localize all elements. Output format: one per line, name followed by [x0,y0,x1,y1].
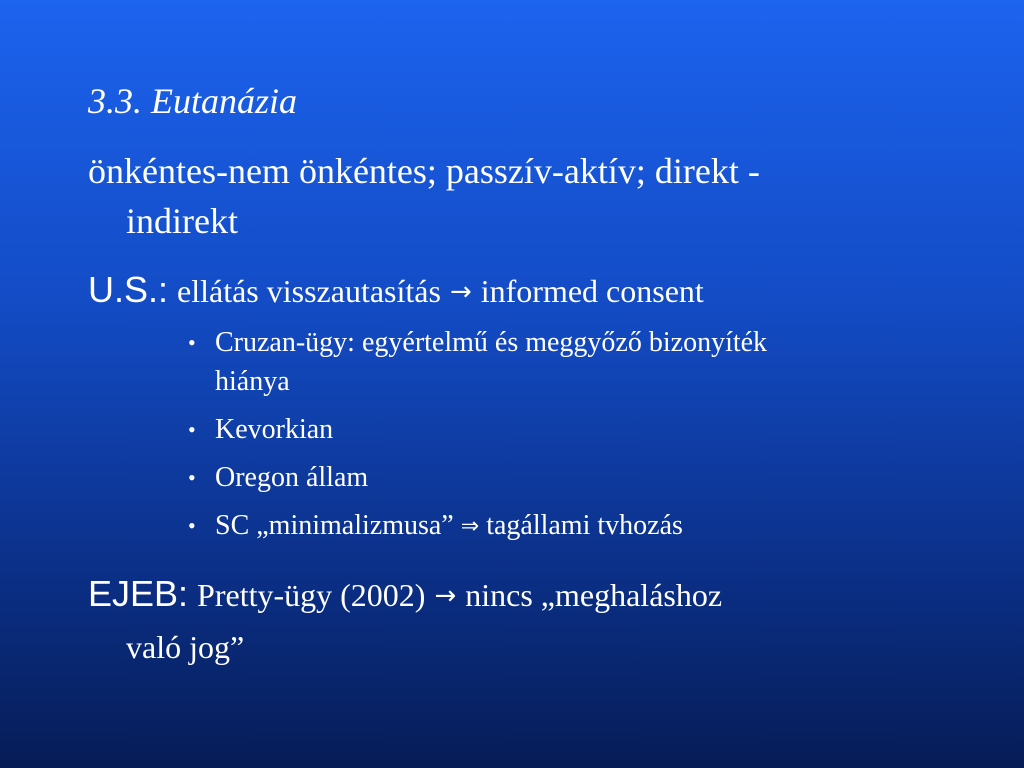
bullet-icon: • [188,465,196,490]
us-paragraph [88,265,958,317]
paragraph-line [88,569,958,621]
double-right-arrow-icon: ⇒ [460,514,480,539]
bullet-icon: • [188,513,196,538]
paragraph-line [88,621,958,672]
paragraph-line: indirekt [126,201,238,241]
list-item-line [215,506,948,546]
sc-text-after-arrow: tagállami tvhozás [486,510,683,541]
bullet-icon: • [188,330,196,355]
list-item-text: Oregon állam [215,462,369,493]
list-item-text: Kevorkian [215,414,334,445]
list-item-line: hiánya [215,366,290,397]
paragraph-line: önkéntes-nem önkéntes; passzív-aktív; direkt - [88,151,760,191]
echr-label: EJEB: [88,573,189,614]
list-item [188,323,948,401]
sc-text-before-arrow: SC „minimalizmusa” [215,510,454,541]
echr-paragraph [88,569,958,672]
paragraph-line [88,265,958,317]
list-item [188,506,948,546]
echr-text-after-arrow: nincs „meghaláshoz [465,577,723,613]
list-item-line: Cruzan-ügy: egyértelmű és meggyőző bizonyíték [215,327,768,358]
us-cases-bullet-list [188,323,948,555]
us-text-after-arrow: informed consent [480,273,704,309]
echr-text-before-arrow: Pretty-ügy (2002) [197,577,426,613]
us-label: U.S.: [88,269,169,310]
bullet-icon: • [188,417,196,442]
us-text-before-arrow: ellátás visszautasítás [177,273,441,309]
euthanasia-types-paragraph [88,146,958,246]
slide-title: 3.3. Eutanázia [88,81,298,121]
list-item [188,458,948,497]
list-item [188,410,948,449]
right-arrow-icon: → [434,581,457,611]
echr-text-continuation: való jog” [126,629,245,665]
right-arrow-icon: → [449,277,472,307]
